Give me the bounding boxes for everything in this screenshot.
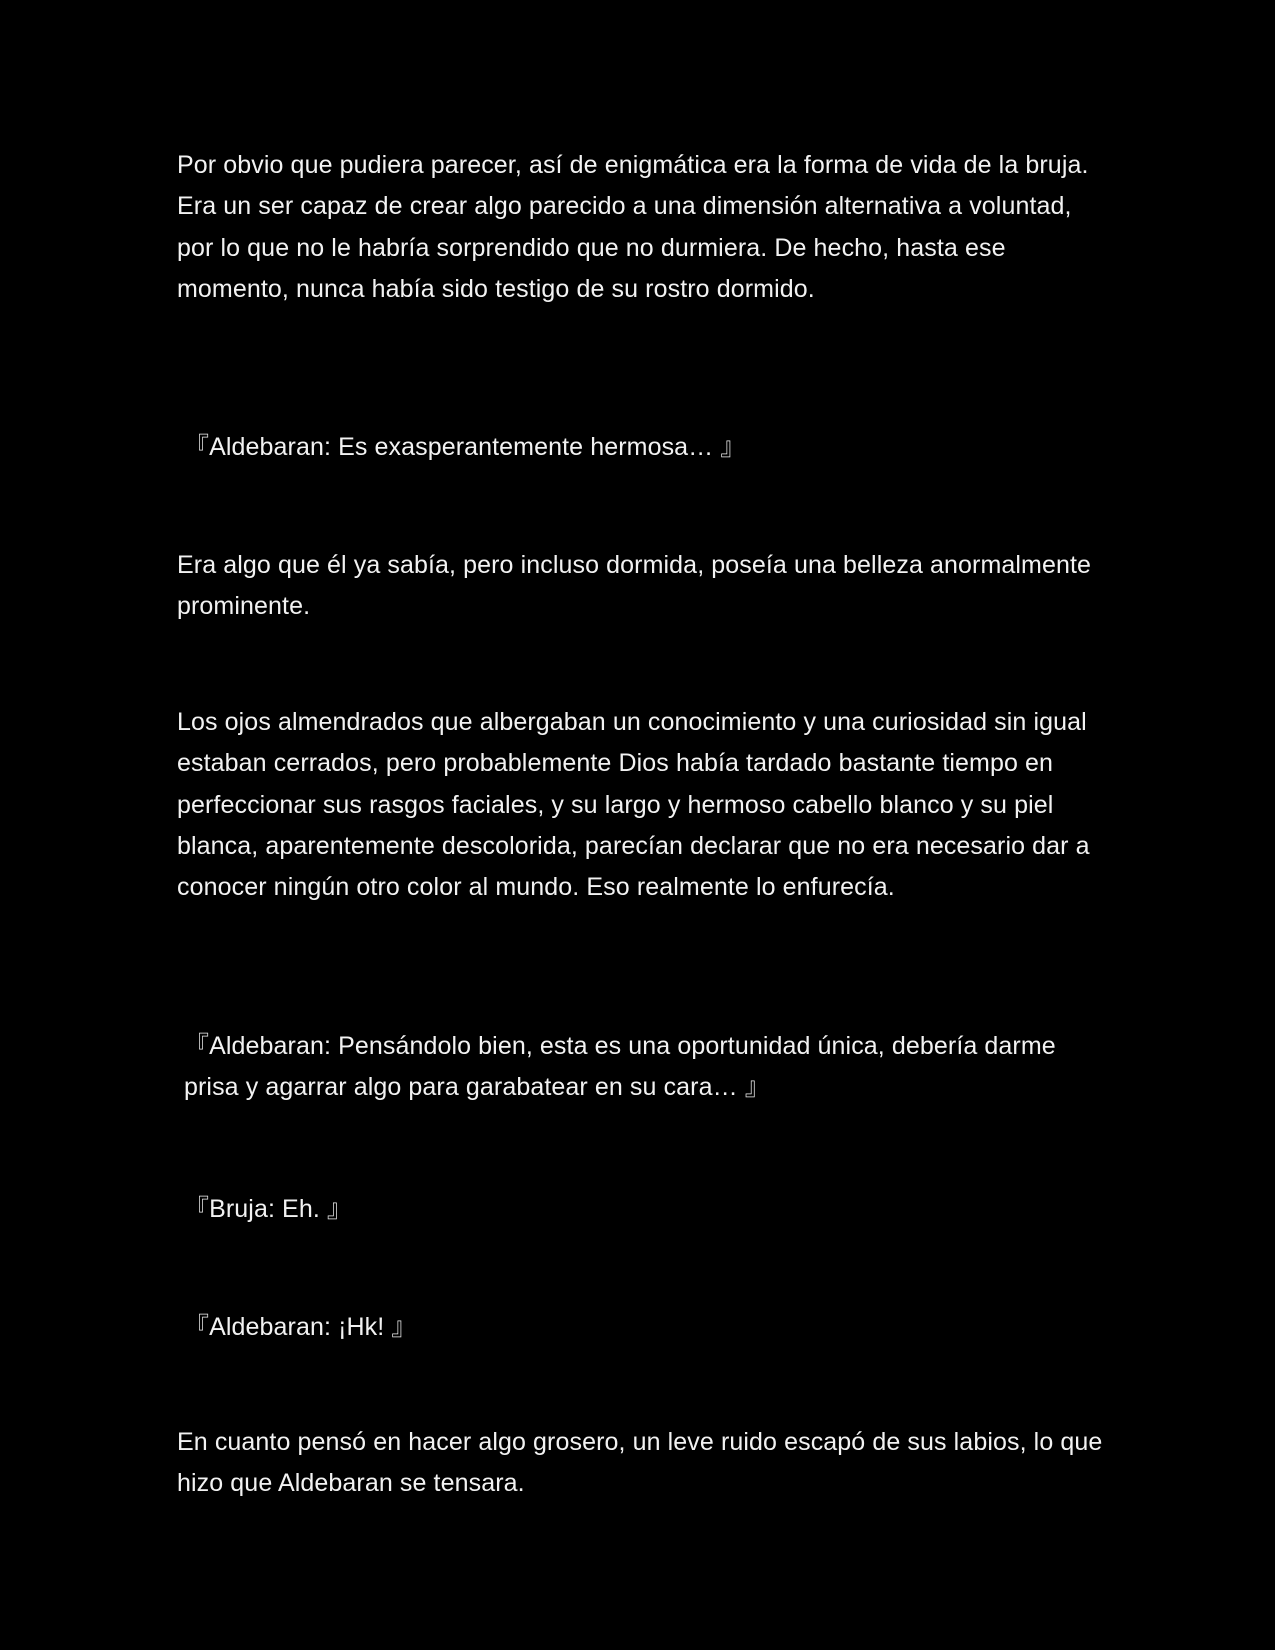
narration-paragraph: Por obvio que pudiera parecer, así de enigmática era la forma de vida de la bruja. Era un ser capaz de crear algo parecido a una dimensión alternativa a voluntad, por lo que no le habría sorprendido que no durmiera. De hecho, hasta ese momento, nunca había sido testigo de su rostro dormido. <box>177 151 1089 303</box>
dialogue-line: 『Aldebaran: Pensándolo bien, esta es una oportunidad única, debería darme prisa y agarrar algo para garabatear en su cara… 』 <box>184 1032 1056 1102</box>
narration-paragraph: Era algo que él ya sabía, pero incluso dormida, poseía una belleza anormalmente prominente. <box>177 551 1092 621</box>
narration-paragraph: En cuanto pensó en hacer algo grosero, un leve ruido escapó de sus labios, lo que hizo que Aldebaran se tensara. <box>177 1428 1103 1498</box>
dialogue-line: 『Aldebaran: Es exasperantemente hermosa… 』 <box>184 433 746 461</box>
dialogue-line: 『Aldebaran: ¡Hk! 』 <box>184 1313 417 1341</box>
narration-paragraph: Los ojos almendrados que albergaban un conocimiento y una curiosidad sin igual estaban cerrados, pero probablemente Dios había tardado bastante tiempo en perfeccionar sus rasgos faciales, y su largo y hermoso cabello blanco y su piel blanca, aparentemente descolorida, parecían declarar que no era necesario dar a conocer ningún otro color al mundo. Eso realmente lo enfurecía. <box>177 708 1090 902</box>
dialogue-line: 『Bruja: Eh. 』 <box>184 1195 353 1223</box>
